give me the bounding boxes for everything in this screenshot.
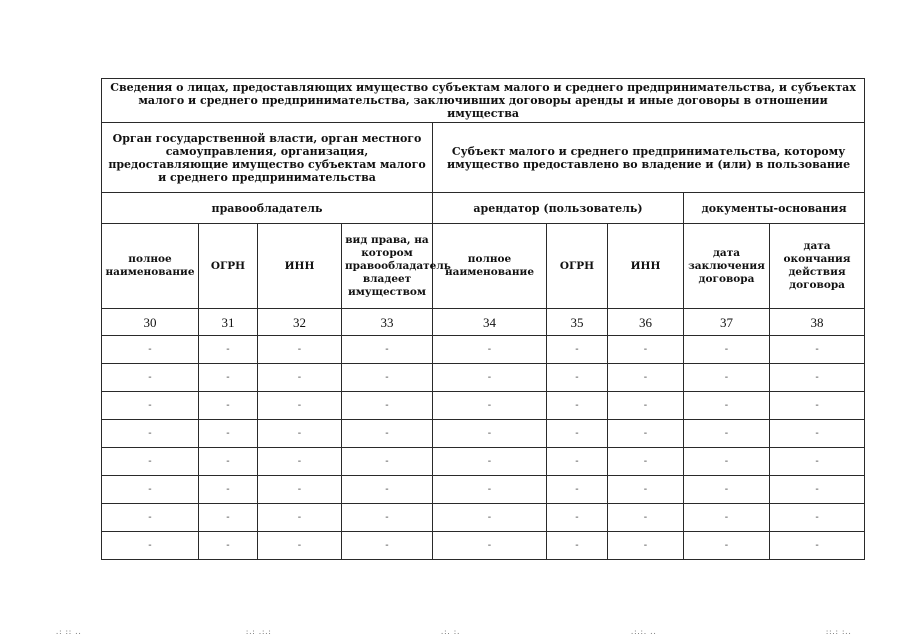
table-cell: - bbox=[199, 336, 258, 364]
table-cell: - bbox=[258, 476, 342, 504]
scan-artifact: .:.:. .. bbox=[630, 628, 656, 636]
table-cell: - bbox=[102, 336, 199, 364]
subheader-rights-holder: правообладатель bbox=[102, 193, 433, 224]
table-cell: - bbox=[770, 364, 865, 392]
table-cell: - bbox=[608, 448, 684, 476]
table-cell: - bbox=[102, 392, 199, 420]
table-cell: - bbox=[770, 336, 865, 364]
table-cell: - bbox=[547, 448, 608, 476]
table-cell: - bbox=[342, 392, 433, 420]
table-cell: - bbox=[770, 504, 865, 532]
table-cell: - bbox=[199, 364, 258, 392]
column-number: 37 bbox=[684, 309, 770, 336]
table-cell: - bbox=[547, 532, 608, 560]
table-cell: - bbox=[342, 504, 433, 532]
column-header: полное наименование bbox=[433, 224, 547, 309]
table-cell: - bbox=[102, 476, 199, 504]
column-number: 32 bbox=[258, 309, 342, 336]
table-cell: - bbox=[342, 476, 433, 504]
table-cell: - bbox=[770, 532, 865, 560]
column-number: 33 bbox=[342, 309, 433, 336]
group-header-provider: Орган государственной власти, орган местного самоуправления, организация, предоставляющие имущество субъектам малого и среднего предпринимательства bbox=[102, 123, 433, 193]
table-cell: - bbox=[608, 336, 684, 364]
table-cell: - bbox=[433, 392, 547, 420]
table-cell: - bbox=[433, 504, 547, 532]
table-cell: - bbox=[608, 476, 684, 504]
table-cell: - bbox=[608, 504, 684, 532]
table-cell: - bbox=[102, 448, 199, 476]
table-cell: - bbox=[342, 336, 433, 364]
table-cell: - bbox=[433, 448, 547, 476]
column-number: 38 bbox=[770, 309, 865, 336]
table-cell: - bbox=[102, 532, 199, 560]
table-cell: - bbox=[258, 448, 342, 476]
table-cell: - bbox=[258, 532, 342, 560]
table-cell: - bbox=[608, 420, 684, 448]
table-cell: - bbox=[199, 448, 258, 476]
column-header: ИНН bbox=[258, 224, 342, 309]
table-cell: - bbox=[684, 420, 770, 448]
column-header: ОГРН bbox=[199, 224, 258, 309]
subheader-tenant: арендатор (пользователь) bbox=[433, 193, 684, 224]
table-cell: - bbox=[770, 392, 865, 420]
table-cell: - bbox=[199, 420, 258, 448]
table-cell: - bbox=[770, 420, 865, 448]
column-number: 36 bbox=[608, 309, 684, 336]
table-cell: - bbox=[608, 364, 684, 392]
table-row bbox=[102, 364, 865, 392]
scan-artifact: ::.: :.. bbox=[825, 628, 851, 636]
table-cell: - bbox=[433, 336, 547, 364]
table-row bbox=[102, 336, 865, 364]
table-cell: - bbox=[684, 476, 770, 504]
table-cell: - bbox=[547, 420, 608, 448]
table-cell: - bbox=[433, 420, 547, 448]
property-register-table bbox=[101, 78, 865, 560]
table-row bbox=[102, 504, 865, 532]
table-cell: - bbox=[684, 364, 770, 392]
table-cell: - bbox=[102, 504, 199, 532]
table-row bbox=[102, 448, 865, 476]
scan-artifact: .:. :. bbox=[440, 628, 460, 636]
table-cell: - bbox=[199, 392, 258, 420]
scan-artifact: :.: .:.: bbox=[245, 628, 271, 636]
table-cell: - bbox=[547, 476, 608, 504]
table-cell: - bbox=[684, 448, 770, 476]
column-number: 35 bbox=[547, 309, 608, 336]
column-header: полное наименование bbox=[102, 224, 199, 309]
table-row bbox=[102, 532, 865, 560]
table-cell: - bbox=[342, 448, 433, 476]
table-row bbox=[102, 392, 865, 420]
table-cell: - bbox=[433, 476, 547, 504]
table-cell: - bbox=[770, 476, 865, 504]
table-cell: - bbox=[547, 392, 608, 420]
table-cell: - bbox=[770, 448, 865, 476]
subheader-basis-documents: документы-основания bbox=[684, 193, 865, 224]
column-header: ОГРН bbox=[547, 224, 608, 309]
column-header: дата заключения договора bbox=[684, 224, 770, 309]
table-cell: - bbox=[547, 336, 608, 364]
table-cell: - bbox=[547, 364, 608, 392]
table-cell: - bbox=[102, 420, 199, 448]
column-header: ИНН bbox=[608, 224, 684, 309]
table-cell: - bbox=[258, 420, 342, 448]
table-cell: - bbox=[199, 476, 258, 504]
table-cell: - bbox=[258, 364, 342, 392]
table-cell: - bbox=[608, 392, 684, 420]
table-cell: - bbox=[547, 504, 608, 532]
table-cell: - bbox=[102, 364, 199, 392]
group-header-sme-subject: Субъект малого и среднего предпринимательства, которому имущество предоставлено во владение и (или) в пользование bbox=[433, 123, 865, 193]
table-cell: - bbox=[608, 532, 684, 560]
table-title: Сведения о лицах, предоставляющих имущество субъектам малого и среднего предпринимательства, и субъектах малого и среднего предпринимательства, заключивших договоры аренды и иные договоры в отношении имущества bbox=[102, 79, 865, 123]
table-cell: - bbox=[258, 392, 342, 420]
column-number: 34 bbox=[433, 309, 547, 336]
table-cell: - bbox=[258, 504, 342, 532]
table-cell: - bbox=[684, 532, 770, 560]
table-cell: - bbox=[433, 532, 547, 560]
column-header: вид права, на котором правообладатель владеет имуществом bbox=[342, 224, 433, 309]
column-header: дата окончания действия договора bbox=[770, 224, 865, 309]
column-number: 30 bbox=[102, 309, 199, 336]
scan-artifact: .: :: .. bbox=[55, 628, 81, 636]
table-row bbox=[102, 476, 865, 504]
table-cell: - bbox=[684, 504, 770, 532]
table-row bbox=[102, 420, 865, 448]
table-cell: - bbox=[258, 336, 342, 364]
table-cell: - bbox=[342, 532, 433, 560]
table-cell: - bbox=[433, 364, 547, 392]
table-cell: - bbox=[342, 420, 433, 448]
table-cell: - bbox=[342, 364, 433, 392]
column-number: 31 bbox=[199, 309, 258, 336]
table-cell: - bbox=[199, 504, 258, 532]
table-cell: - bbox=[684, 336, 770, 364]
table-cell: - bbox=[684, 392, 770, 420]
table-cell: - bbox=[199, 532, 258, 560]
